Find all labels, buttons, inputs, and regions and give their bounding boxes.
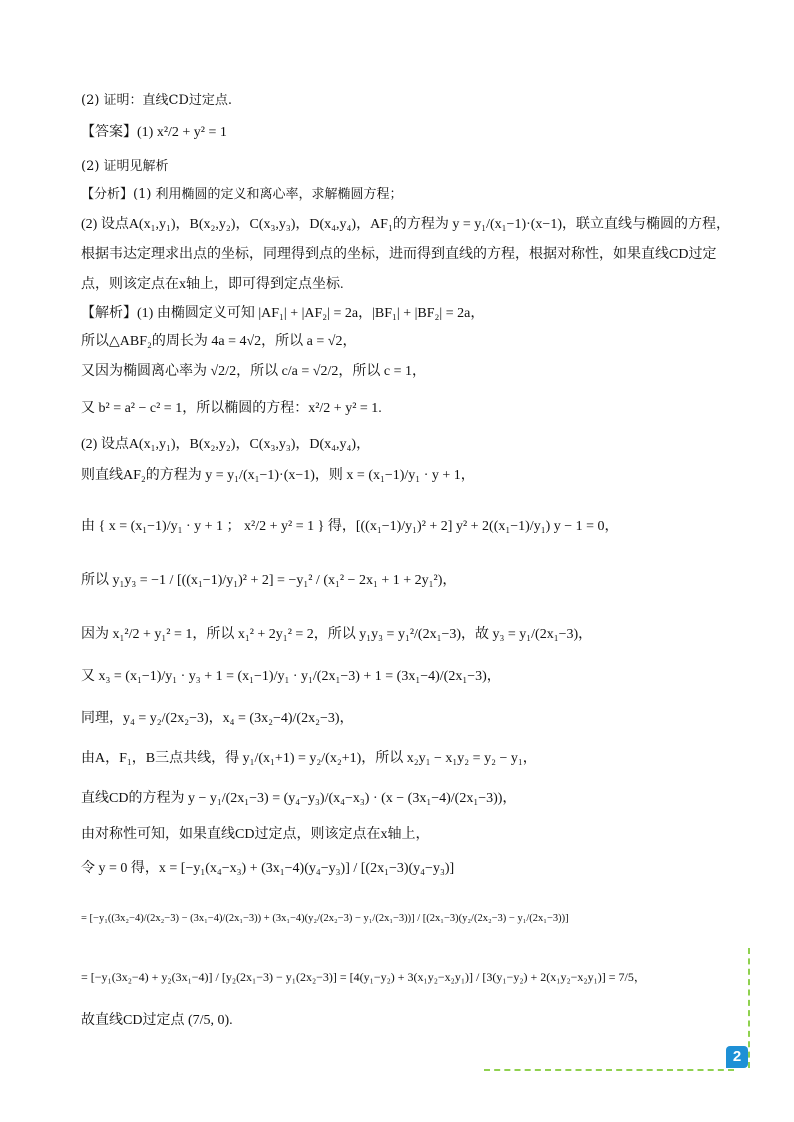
solution-line-12: 由A，F₁，B三点共线，得 y₁/(x₁+1) = y₂/(x₂+1)，所以 x₂y₁ − x₁y₂ = y₂ − y₁， [81, 751, 537, 766]
answer-part-2: (2) 证明见解析 [81, 159, 169, 174]
analysis-part-1: 【分析】(1) 利用椭圆的定义和离心率，求解椭圆方程； [81, 187, 403, 202]
solution-line-6: 则直线AF₂的方程为 y = y₁/(x₁−1)·(x−1)，则 x = (x₁−1)/y₁ · y + 1， [81, 468, 475, 483]
solution-line-9: 因为 x₁²/2 + y₁² = 1，所以 x₁² + 2y₁² = 2，所以 y₁y₃ = y₁²/(2x₁−3)，故 y₃ = y₁/(2x₁−3)， [81, 627, 593, 642]
page-number-badge: 2 [726, 1046, 748, 1068]
solution-line-1: 【解析】(1) 由椭圆定义可知 |AF₁| + |AF₂| = 2a，|BF₁| + |BF₂| = 2a， [81, 306, 485, 321]
solution-line-10: 又 x₃ = (x₁−1)/y₁ · y₃ + 1 = (x₁−1)/y₁ · y₁/(2x₁−3) + 1 = (3x₁−4)/(2x₁−3)， [81, 669, 501, 684]
decorative-dashed-border-horizontal [484, 1069, 734, 1071]
analysis-part-2: (2) 设点A(x₁,y₁)，B(x₂,y₂)，C(x₃,y₃)，D(x₄,y₄)，AF₁的方程为 y = y₁/(x₁−1)·(x−1)，联立直线与椭圆的方程，根据韦达定理求出点的坐标，同理得到点的坐标，进而得到直线的方程，根据对称性，如果直线CD过定点，则该定点在x轴上，即可得到定点坐标. [81, 217, 730, 292]
solution-line-15: 令 y = 0 得，x = [−y₁(x₄−x₃) + (3x₁−4)(y₄−y₃)] / [(2x₁−3)(y₄−y₃)] [81, 861, 455, 876]
question-part-2: (2) 证明：直线CD过定点. [81, 93, 233, 108]
solution-line-5: (2) 设点A(x₁,y₁)，B(x₂,y₂)，C(x₃,y₃)，D(x₄,y₄)， [81, 437, 371, 452]
answer-heading: 【答案】(1) x²/2 + y² = 1 [81, 125, 227, 140]
solution-line-4: 又 b² = a² − c² = 1，所以椭圆的方程：x²/2 + y² = 1. [81, 401, 382, 416]
decorative-dashed-border-vertical [748, 948, 750, 1068]
solution-line-13: 直线CD的方程为 y − y₁/(2x₁−3) = (y₄−y₃)/(x₄−x₃) · (x − (3x₁−4)/(2x₁−3))， [81, 791, 517, 806]
solution-conclusion: 故直线CD过定点 (7/5, 0). [81, 1013, 233, 1028]
solution-line-17: = [−y₁(3x₂−4) + y₂(3x₁−4)] / [y₂(2x₁−3) − y₁(2x₂−3)] = [4(y₁−y₂) + 3(x₁y₂−x₂y₁)] / [3(y₁−y₂) + 2(x₁y₂−x₂y₁)] = 7/5， [81, 970, 646, 984]
solution-line-7: 由 { x = (x₁−1)/y₁ · y + 1 ； x²/2 + y² = 1 } 得，[((x₁−1)/y₁)² + 2] y² + 2((x₁−1)/y₁) y − 1 = 0， [81, 519, 619, 534]
solution-line-16: = [−y₁((3x₂−4)/(2x₂−3) − (3x₁−4)/(2x₁−3)) + (3x₁−4)(y₂/(2x₂−3) − y₁/(2x₁−3))] / [(2x₁−3)(y₂/(2x₂−3) − y₁/(2x₁−3))] [81, 913, 569, 924]
solution-line-2: 所以△ABF₂的周长为 4a = 4√2，所以 a = √2， [81, 334, 357, 349]
solution-line-8: 所以 y₁y₃ = −1 / [((x₁−1)/y₁)² + 2] = −y₁² / (x₁² − 2x₁ + 1 + 2y₁²)， [81, 573, 457, 588]
solution-line-3: 又因为椭圆离心率为 √2/2，所以 c/a = √2/2，所以 c = 1， [81, 364, 426, 379]
solution-line-14: 由对称性可知，如果直线CD过定点，则该定点在x轴上， [81, 827, 430, 842]
solution-line-11: 同理，y₄ = y₂/(2x₂−3)，x₄ = (3x₂−4)/(2x₂−3)， [81, 711, 354, 726]
